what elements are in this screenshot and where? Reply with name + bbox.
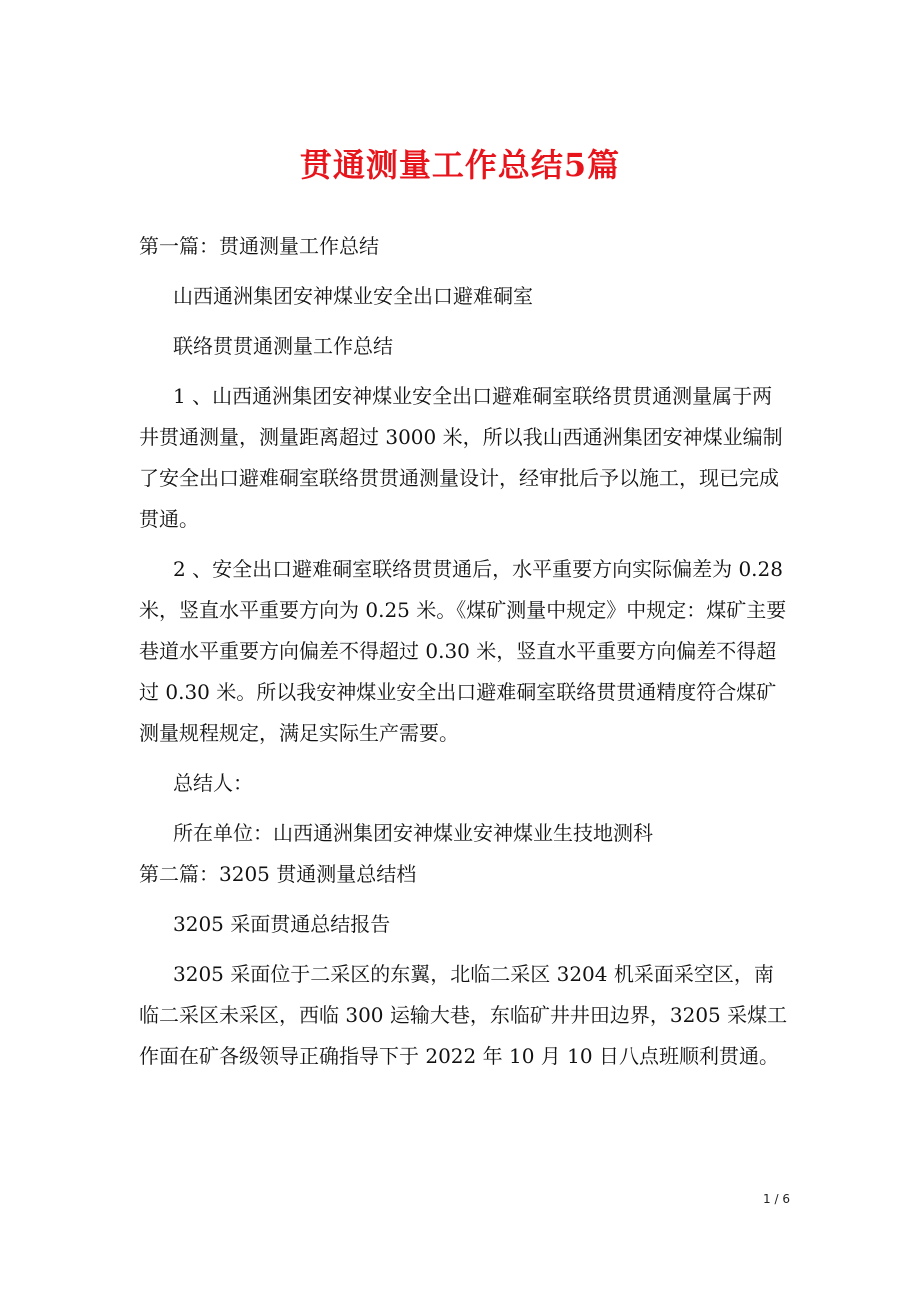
unit-line: 所在单位：山西通洲集团安神煤业安神煤业生技地测科 [173,821,653,845]
document-title: 贯通测量工作总结5篇 [299,146,621,184]
subtitle-line-1: 山西通洲集团安神煤业安全出口避难硐室 [173,284,533,308]
report-title: 3205 采面贯通总结报告 [173,912,391,936]
summarizer-line: 总结人： [173,771,253,795]
paragraph-item-1: 1 、山西通洲集团安神煤业安全出口避难硐室联络贯贯通测量属于两井贯通测量，测量距离超过 3000 米，所以我山西通洲集团安神煤业编制了安全出口避难硐室联络贯贯通测量设计，经审批后予以施工，现已完成贯通。 [139,384,783,531]
subtitle-line-2: 联络贯贯通测量工作总结 [173,334,393,358]
section-heading-2: 第二篇：3205 贯通测量总结档 [139,862,417,886]
document-body [139,226,789,1077]
paragraph-item-2: 2 、安全出口避难硐室联络贯贯通后，水平重要方向实际偏差为 0.28 米，竖直水平重要方向为 0.25 米。《煤矿测量中规定》中规定：煤矿主要巷道水平重要方向偏差不得超过 0.30 米，竖直水平重要方向偏差不得超过 0.30 米。所以我安神煤业安全出口避难硐室联络贯贯通精度符合煤矿测量规程规定，满足实际生产需要。 [139,557,787,745]
page-number: 1 / 6 [763,1192,790,1206]
section-heading-1: 第一篇：贯通测量工作总结 [139,234,379,258]
report-paragraph: 3205 采面位于二采区的东翼，北临二采区 3204 机采面采空区，南临二采区未采区，西临 300 运输大巷，东临矿井井田边界，3205 采煤工作面在矿各级领导正确指导下于 2022 年 10 月 10 日八点班顺利贯通。 [139,962,788,1068]
